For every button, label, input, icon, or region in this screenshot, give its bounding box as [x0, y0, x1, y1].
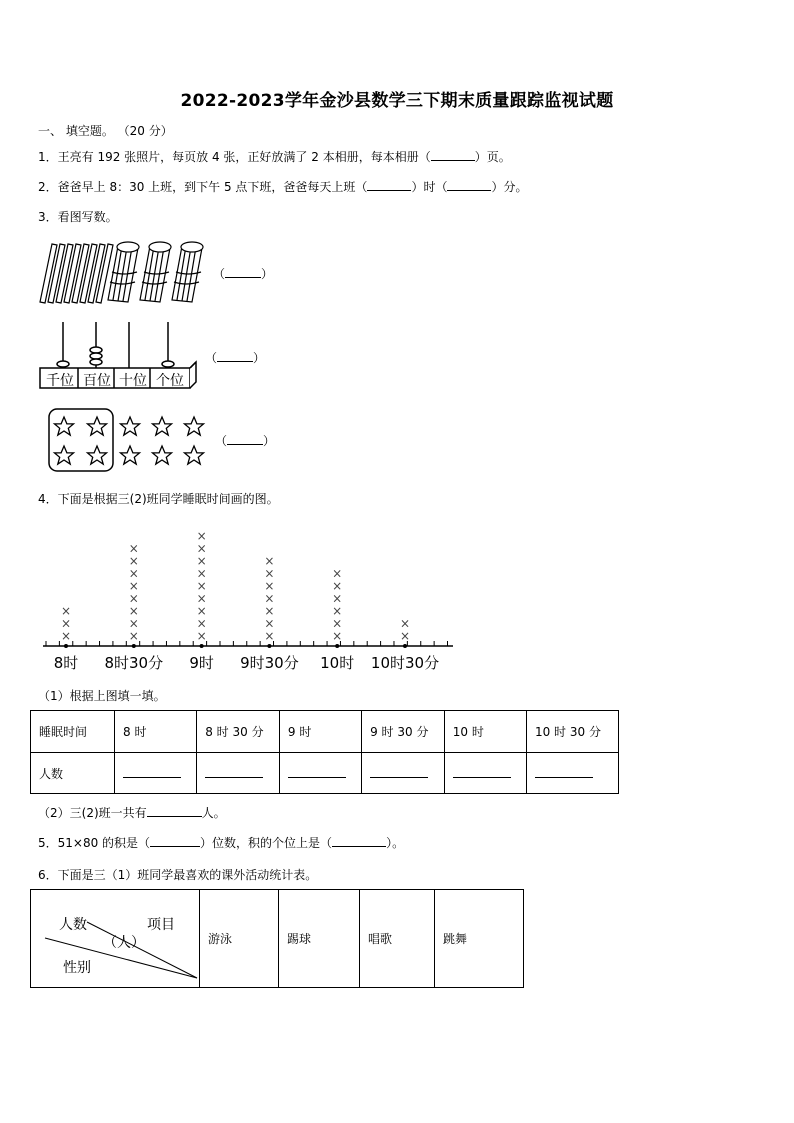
star-icon: [121, 446, 140, 464]
sleep-table-cell[interactable]: [526, 753, 618, 794]
q2-text: 2．爸爸早上 8：30 上班，到下午 5 点下班，爸爸每天上班（: [38, 180, 368, 194]
x-mark: ×: [60, 604, 72, 618]
sleep-table-col: 9 时 30 分: [362, 711, 445, 753]
diagonal-header-item: 项目: [147, 917, 175, 933]
abacus-bead: [162, 361, 174, 367]
sleep-table-header-label: 睡眠时间: [31, 711, 115, 753]
count-blank[interactable]: [453, 766, 511, 778]
question-6: 6．下面是三（1）班同学最喜欢的课外活动统计表。: [38, 868, 318, 882]
sleep-table-cell[interactable]: [197, 753, 280, 794]
stick-bundle-3: [172, 242, 203, 302]
q2-hours-blank[interactable]: [367, 179, 411, 191]
x-mark: ×: [399, 616, 411, 631]
q3-blank-3[interactable]: [227, 433, 263, 445]
x-mark: ×: [196, 579, 207, 593]
x-mark: ×: [332, 579, 343, 593]
x-tick-label: 10时30分: [370, 654, 440, 672]
sleep-table-cell[interactable]: [115, 753, 197, 794]
x-mark: ×: [128, 541, 139, 556]
x-mark: ×: [264, 554, 275, 568]
x-mark: ×: [196, 529, 207, 543]
x-mark: ×: [332, 566, 343, 581]
abacus-bead: [90, 347, 102, 353]
q3-blank-1[interactable]: [225, 266, 261, 278]
q3-answer-3: （ ）: [215, 434, 276, 448]
x-mark: ×: [128, 579, 139, 593]
sub-question-1: （1）根据上图填一填。: [38, 689, 166, 703]
x-mark: ×: [332, 591, 343, 606]
question-1: [38, 148, 511, 165]
sub-question-2: （2）三(2)班一共有 人。: [38, 806, 226, 820]
category-point: [267, 644, 271, 648]
abacus-label-hundreds: 百位: [83, 373, 111, 389]
q1-answer-blank[interactable]: [431, 149, 475, 161]
x-tick-label: 10时: [320, 654, 355, 672]
abacus-bead: [57, 361, 69, 367]
star-icon: [121, 417, 140, 435]
stick-bundle-2: [140, 242, 171, 302]
count-blank[interactable]: [535, 766, 593, 778]
count-blank[interactable]: [123, 766, 181, 778]
x-mark: ×: [196, 629, 207, 643]
x-mark: ×: [128, 554, 139, 568]
sleep-table-col: 10 时: [444, 711, 526, 753]
x-mark: ×: [264, 604, 275, 618]
q3-answer-1: （ ）: [213, 267, 274, 281]
x-mark: ×: [264, 616, 275, 631]
x-mark: ×: [332, 629, 343, 643]
count-blank[interactable]: [288, 766, 346, 778]
abacus-bead: [90, 353, 102, 359]
x-mark: ×: [128, 566, 139, 581]
star-icon: [185, 417, 204, 435]
count-blank[interactable]: [370, 766, 428, 778]
question-5: 5．51×80 的积是（ ）位数，积的个位上是（ ）。: [38, 836, 405, 850]
x-tick-label: 8时: [53, 654, 79, 672]
q3-blank-2[interactable]: [217, 350, 253, 362]
q1-text: 1．王亮有 192 张照片，每页放 4 张，正好放满了 2 本相册，每本相册（: [38, 150, 431, 164]
category-point: [200, 644, 204, 648]
page-title: 2022-2023学年金沙县数学三下期末质量跟踪监视试题: [180, 91, 614, 111]
abacus-label-thousands: 千位: [46, 373, 74, 389]
x-mark: ×: [196, 541, 207, 556]
x-mark: ×: [264, 566, 275, 581]
activity-col: 唱歌: [360, 890, 435, 988]
star-icon: [153, 446, 172, 464]
x-mark: ×: [60, 629, 72, 643]
q5-digits-blank[interactable]: [150, 835, 200, 847]
q2-text-end: ）分。: [491, 180, 528, 194]
x-mark: ×: [264, 591, 275, 606]
sleep-table-cell[interactable]: [279, 753, 361, 794]
abacus-label-tens: 十位: [119, 373, 147, 389]
section-heading: 一、 填空题。 （20 分）: [38, 124, 173, 138]
sleep-table-col: 8 时 30 分: [197, 711, 280, 753]
x-mark: ×: [128, 604, 139, 618]
diagonal-header-gender: 性别: [63, 960, 91, 976]
abacus-label-ones: 个位: [156, 373, 184, 389]
stick-bundle-1: [108, 242, 139, 302]
q1-text-end: ）页。: [474, 150, 511, 164]
x-mark: ×: [196, 604, 207, 618]
count-blank[interactable]: [205, 766, 263, 778]
abacus-labels: [41, 370, 191, 390]
sleep-time-chart: [38, 515, 468, 675]
x-mark: ×: [196, 566, 207, 581]
q2-minutes-blank[interactable]: [447, 179, 491, 191]
x-mark: ×: [60, 616, 72, 631]
x-mark: ×: [399, 629, 411, 643]
x-mark: ×: [128, 591, 139, 606]
question-4: 4．下面是根据三(2)班同学睡眠时间画的图。: [38, 492, 279, 506]
sleep-table-col: 8 时: [115, 711, 197, 753]
x-tick-label: 8时30分: [104, 654, 164, 672]
x-mark: ×: [196, 616, 207, 631]
x-tick-label: 9时30分: [240, 654, 299, 672]
activity-table-diagonal-header: [31, 890, 200, 988]
category-point: [64, 644, 68, 648]
category-point: [403, 644, 407, 648]
total-count-blank[interactable]: [147, 805, 202, 817]
diagonal-header-count: 人数: [59, 917, 87, 933]
sleep-table-row-label: 人数: [31, 753, 115, 794]
x-mark: ×: [332, 604, 343, 618]
x-mark: ×: [264, 629, 275, 643]
sleep-table: [30, 710, 619, 794]
q5-ones-blank[interactable]: [332, 835, 386, 847]
sticks-bundles-figure: [38, 238, 213, 308]
x-mark: ×: [264, 579, 275, 593]
question-3: 3．看图写数。: [38, 210, 118, 224]
category-point: [335, 644, 339, 648]
question-2: [38, 178, 527, 195]
activity-col: 踢球: [279, 890, 360, 988]
sleep-table-col: 9 时: [279, 711, 361, 753]
x-mark: ×: [332, 616, 343, 631]
sleep-table-col: 10 时 30 分: [526, 711, 618, 753]
x-mark: ×: [128, 616, 139, 631]
stars-figure: [46, 406, 216, 474]
q2-text-mid: ）时（: [411, 180, 448, 194]
star-icon: [185, 446, 204, 464]
x-mark: ×: [196, 554, 207, 568]
diagonal-header-unit: （人）: [103, 935, 145, 951]
x-mark: ×: [196, 591, 207, 606]
activity-table: [30, 889, 524, 988]
category-point: [132, 644, 136, 648]
x-tick-label: 9时: [189, 654, 214, 672]
sleep-table-cell[interactable]: [362, 753, 445, 794]
loose-sticks: [40, 244, 113, 303]
activity-col: 游泳: [200, 890, 279, 988]
activity-col: 跳舞: [435, 890, 524, 988]
x-mark: ×: [128, 629, 139, 643]
q3-answer-2: （ ）: [205, 351, 266, 365]
star-icon: [153, 417, 172, 435]
sleep-table-cell[interactable]: [444, 753, 526, 794]
abacus-bead: [90, 359, 102, 365]
